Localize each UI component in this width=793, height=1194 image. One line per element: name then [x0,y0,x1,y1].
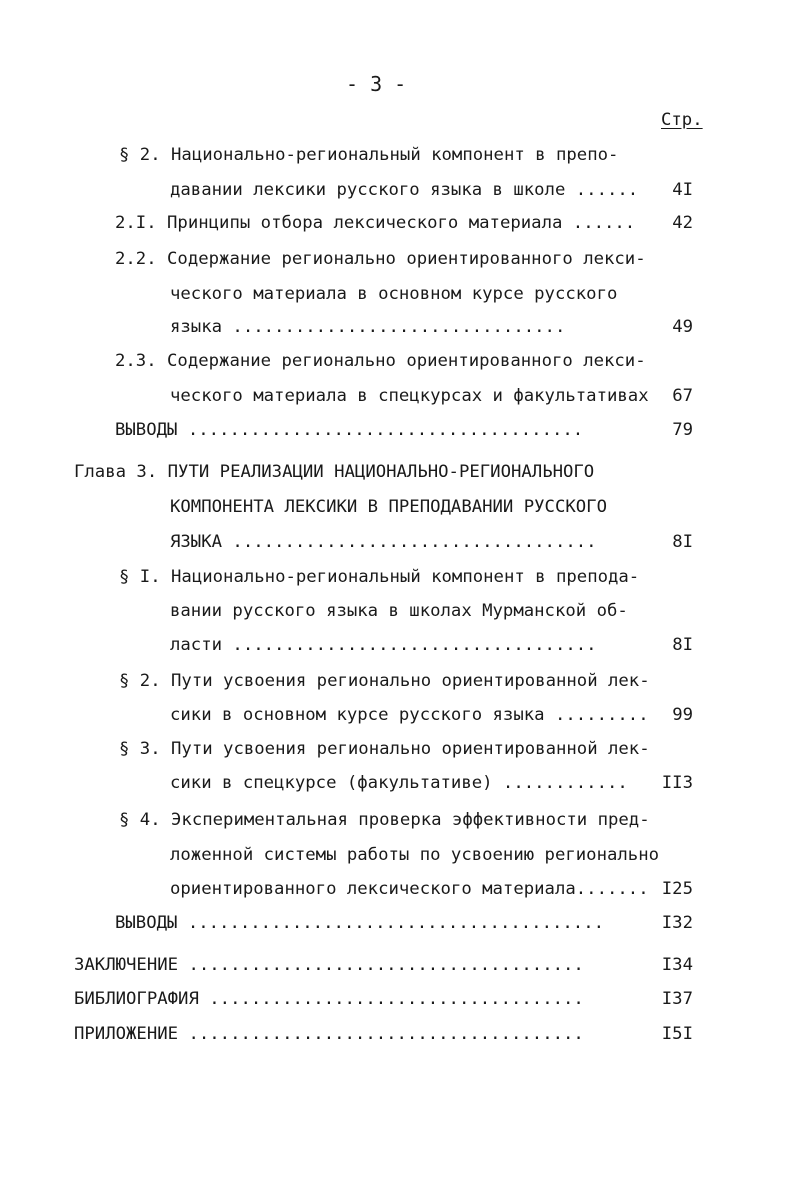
toc-line: § I. Национально-региональный компонент в препода- [119,567,640,587]
toc-line: сики в спецкурсе (факультативе) ............ [170,773,628,793]
toc-line: § 4. Экспериментальная проверка эффективности пред- [119,810,650,830]
toc-line: ЯЗЫКА ................................... [170,532,597,552]
toc-page-number: II3 [661,773,693,793]
toc-line: ПРИЛОЖЕНИЕ ...................................... [74,1024,584,1044]
toc-line: ласти ................................... [170,635,597,655]
toc-line: Глава 3. ПУТИ РЕАЛИЗАЦИИ НАЦИОНАЛЬНО-РЕГИОНАЛЬНОГО [74,462,595,482]
toc-line: ческого материала в спецкурсах и факультативах [170,386,649,406]
toc-page-number: 4I [672,180,693,200]
page-column-header: Стр. [661,110,703,130]
toc-page-number: I32 [661,913,693,933]
toc-line: БИБЛИОГРАФИЯ .................................... [74,989,584,1009]
toc-page-number: 8I [672,635,693,655]
toc-line: § 2. Национально-региональный компонент в препо- [119,145,619,165]
toc-line: языка ................................ [170,317,566,337]
toc-line: ложенной системы работы по усвоению регионально [170,845,659,865]
toc-line: § 3. Пути усвоения регионально ориентированной лек- [119,739,650,759]
page-number: - 3 - [346,72,407,96]
toc-page-number: 79 [672,420,693,440]
toc-line: КОМПОНЕНТА ЛЕКСИКИ В ПРЕПОДАВАНИИ РУССКОГО [170,497,607,517]
toc-line: ВЫВОДЫ ...................................... [115,420,584,440]
toc-line: сики в основном курсе русского языка ......... [170,705,649,725]
toc-line: ориентированного лексического материала....... [170,879,649,899]
toc-line: ВЫВОДЫ ........................................ [115,913,604,933]
toc-page-number: 42 [672,213,693,233]
toc-line: 2.3. Содержание регионально ориентированного лекси- [115,351,646,371]
toc-page-number: I34 [661,955,693,975]
toc-page-number: I5I [661,1024,693,1044]
toc-line: 2.I. Принципы отбора лексического материала ...... [115,213,636,233]
toc-page-number: 99 [672,705,693,725]
toc-page-number: I37 [661,989,693,1009]
toc-line: вании русского языка в школах Мурманской об- [170,601,628,621]
toc-line: давании лексики русского языка в школе ...... [170,180,639,200]
toc-line: ЗАКЛЮЧЕНИЕ ...................................... [74,955,584,975]
toc-page-number: I25 [661,879,693,899]
toc-line: ческого материала в основном курсе русского [170,284,618,304]
toc-page-number: 67 [672,386,693,406]
toc-page-number: 49 [672,317,693,337]
toc-page-number: 8I [672,532,693,552]
toc-line: 2.2. Содержание регионально ориентированного лекси- [115,249,646,269]
toc-line: § 2. Пути усвоения регионально ориентированной лек- [119,671,650,691]
